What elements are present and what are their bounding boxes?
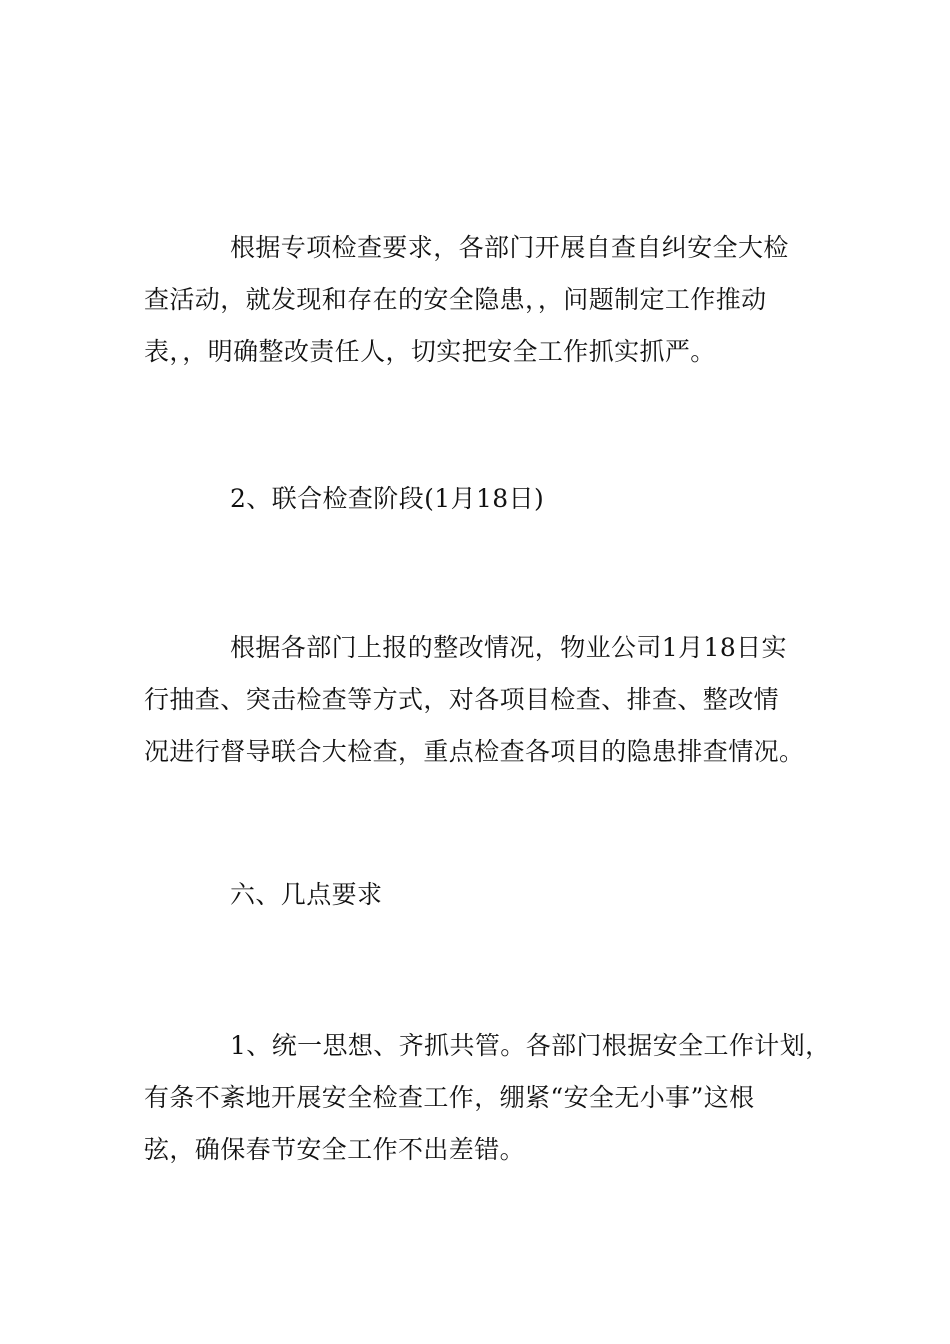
paragraph-line: 况进行督导联合大检查，重点检查各项目的隐患排查情况。: [144, 737, 805, 766]
paragraph-joint-inspection: [144, 622, 816, 778]
paragraph-unified-thinking: [144, 1020, 831, 1176]
paragraph-line: 表，，明确整改责任人，切实把安全工作抓实抓严。: [144, 337, 716, 366]
paragraph-line: 行抽查、突击检查等方式，对各项目检查、排查、整改情: [144, 685, 780, 714]
paragraph-line: 弦，确保春节安全工作不出差错。: [144, 1135, 526, 1164]
paragraph-line: 1、统一思想、齐抓共管。各部门根据安全工作计划，: [230, 1031, 831, 1060]
heading-line: 六、几点要求: [230, 880, 383, 909]
heading-joint-inspection-stage: [144, 473, 816, 525]
paragraph-line: 根据各部门上报的整改情况，物业公司1月18日实: [230, 633, 787, 662]
paragraph-line: 根据专项检查要求，各部门开展自查自纠安全大检: [230, 233, 789, 262]
heading-line: 2、联合检查阶段(1月18日): [230, 484, 545, 513]
paragraph-line: 有条不紊地开展安全检查工作，绷紧“安全无小事”这根: [144, 1083, 755, 1112]
heading-requirements: [144, 869, 816, 921]
paragraph-inspection-requirements: [144, 222, 816, 378]
paragraph-line: 查活动，就发现和存在的安全隐患，，问题制定工作推动: [144, 285, 767, 314]
